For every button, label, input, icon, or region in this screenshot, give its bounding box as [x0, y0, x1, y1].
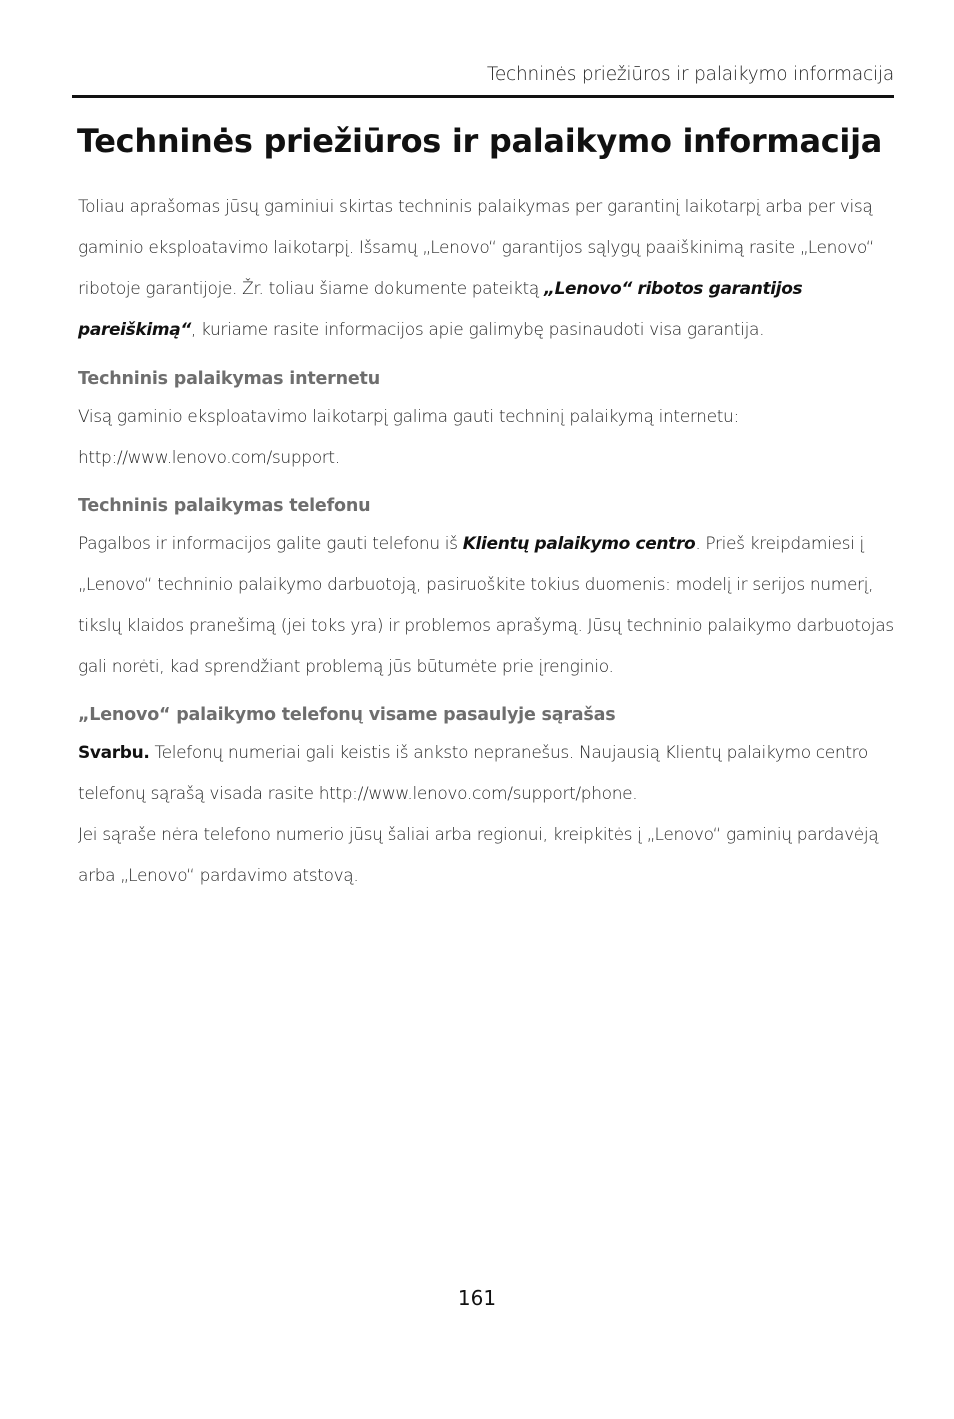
heading-phone-list: „Lenovo“ palaikymo telefonų visame pasaulyje sąrašas [78, 705, 616, 725]
heading-internet-support: Techninis palaikymas internetu [78, 369, 380, 389]
phone-text-2: . Prieš kreipdamiesi į „Lenovo“ techninio palaikymo darbuotoją, pasiruoškite tokius duomenis: modelį ir serijos numerį, tikslų klaidos pranešimą (jei toks yra) ir problemos aprašymą. Jūsų techninio palaikymo darbuotojas gali norėti, kad sprendžiant problemą jūs būtumėte prie įrenginio. [78, 534, 894, 677]
phone-support-paragraph [78, 524, 894, 688]
intro-text-1: Toliau aprašomas jūsų gaminiui skirtas techninis palaikymas per garantinį laikotarpį arba per visą gaminio eksploatavimo laikotarpį. Išsamų „Lenovo“ garantijos sąlygų paaiškinimą rasite „Lenovo“ ribotoje garantijoje. Žr. toliau šiame dokumente pateiktą [78, 197, 875, 299]
internet-support-paragraph: Visą gaminio eksploatavimo laikotarpį galima gauti techninį palaikymą internetu: http://www.lenovo.com/support. [78, 407, 739, 468]
phone-text-1: Pagalbos ir informacijos galite gauti telefonu iš [78, 534, 463, 554]
warranty-reference-link: „Lenovo“ ribotos garantijos pareiškimą“ [78, 279, 803, 340]
header-rule [72, 95, 894, 98]
page-number: 161 [457, 1286, 497, 1310]
important-text: Telefonų numeriai gali keistis iš anksto nepranešus. Naujausią Klientų palaikymo centro telefonų sąrašą visada rasite http://www.lenovo.com/support/phone. [78, 743, 868, 804]
important-paragraph [78, 733, 894, 815]
customer-support-center-reference: Klientų palaikymo centro [462, 534, 696, 554]
intro-paragraph [78, 187, 894, 351]
contact-reseller-paragraph: Jei sąraše nėra telefono numerio jūsų šaliai arba regionui, kreipkitės į „Lenovo“ gaminių pardavėją arba „Lenovo“ pardavimo atstovą. [78, 825, 879, 886]
intro-text-2: , kuriame rasite informacijos apie galimybę pasinaudoti visa garantija. [190, 320, 765, 340]
page-title: Techninės priežiūros ir palaikymo informacija [77, 122, 883, 160]
document-body [78, 187, 894, 897]
running-header: Techninės priežiūros ir palaikymo informacija [486, 64, 894, 85]
heading-phone-support: Techninis palaikymas telefonu [78, 496, 371, 516]
important-label: Svarbu. [78, 743, 150, 763]
